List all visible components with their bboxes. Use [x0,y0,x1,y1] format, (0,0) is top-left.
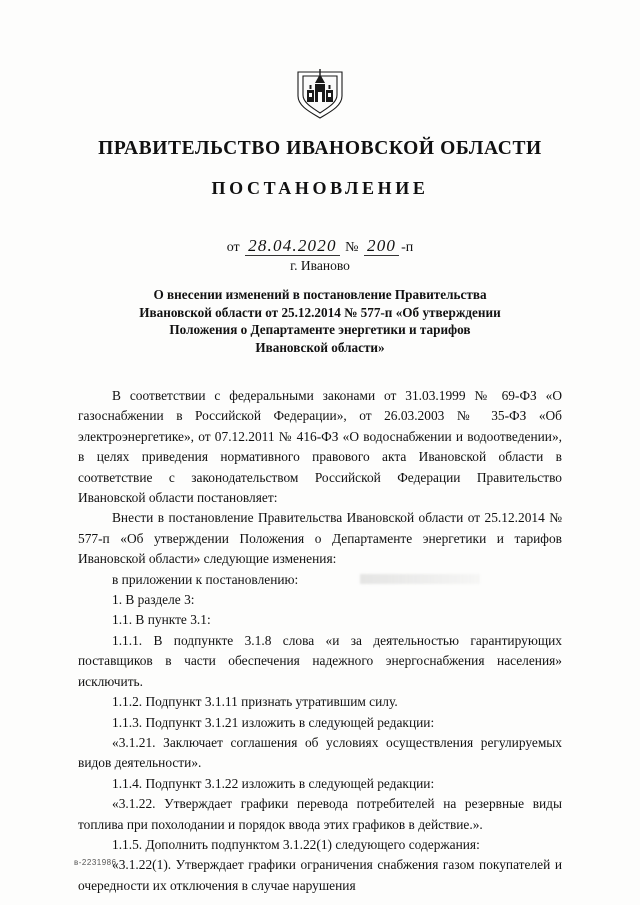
city-line: г. Иваново [290,258,350,273]
body-paragraph: 1. В разделе 3: [112,592,195,608]
body-paragraph: «3.1.22(1). Утверждает графики ограничения снабжения газом покупателей и очередности их отключения в случае нарушения [78,857,562,893]
subject-line: Положения о Департаменте энергетики и тарифов [169,322,471,337]
body-paragraph: «3.1.21. Заключает соглашения об условиях осуществления регулируемых видов деятельности». [78,734,562,771]
number-prefix: № [345,240,359,255]
body-paragraph: 1.1.5. Дополнить подпунктом 3.1.22(1) следующего содержания: [112,836,480,852]
body-paragraph: 1.1. В пункте 3.1: [112,612,211,628]
date-value: 28.04.2020 [245,236,340,256]
body-paragraph: «3.1.22. Утверждает графики перевода потребителей на резервные виды топлива при похолодании и порядок ввода этих графиков в действие.». [78,796,562,832]
document-body [78,386,562,896]
document-subject [110,286,530,356]
body-paragraph: 1.1.1. В подпункте 3.1.8 слова «и за деятельностью гарантирующих поставщиков в части обеспечения надежного энергоснабжения населения» исключить. [78,632,562,689]
date-prefix: от [226,240,240,255]
footer-document-code: в-2231986 [74,858,117,867]
coat-of-arms-emblem [0,62,640,120]
body-paragraph: Внести в постановление Правительства Ивановской области от 25.12.2014 № 577-п «Об утверждении Положения о Департаменте энергетики и тарифов Ивановской области» следующие изменения: [78,510,562,567]
body-paragraph: 1.1.4. Подпункт 3.1.22 изложить в следующей редакции: [112,775,435,791]
date-number-line [0,236,640,256]
subject-line: Ивановской области от 25.12.2014 № 577-п «Об утверждении [139,304,501,320]
body-paragraph: в приложении к постановлению: [112,571,299,587]
number-value: 200 [364,236,399,256]
body-paragraph: В соответствии с федеральными законами от 31.03.1999 № 69-ФЗ «О газоснабжении в Российской Федерации», от 26.03.2003 № 35-ФЗ «Об электроэнергетике», от 07.12.2011 № 416-ФЗ «О водоснабжении и водоотведении», в целях приведения нормативного правового акта Ивановской области в соответствие с законодательством Российской Федерации Правительство Ивановской области постановляет: [78,388,562,506]
subject-line: Ивановской области» [255,339,385,355]
organization-title: ПРАВИТЕЛЬСТВО ИВАНОВСКОЙ ОБЛАСТИ [98,138,542,159]
subject-line: О внесении изменений в постановление Правительства [153,287,487,302]
body-paragraph: 1.1.3. Подпункт 3.1.21 изложить в следующей редакции: [112,714,435,730]
body-paragraph: 1.1.2. Подпункт 3.1.11 признать утратившим силу. [112,694,398,710]
number-suffix: -п [401,240,414,255]
document-type-heading: ПОСТАНОВЛЕНИЕ [211,178,429,198]
